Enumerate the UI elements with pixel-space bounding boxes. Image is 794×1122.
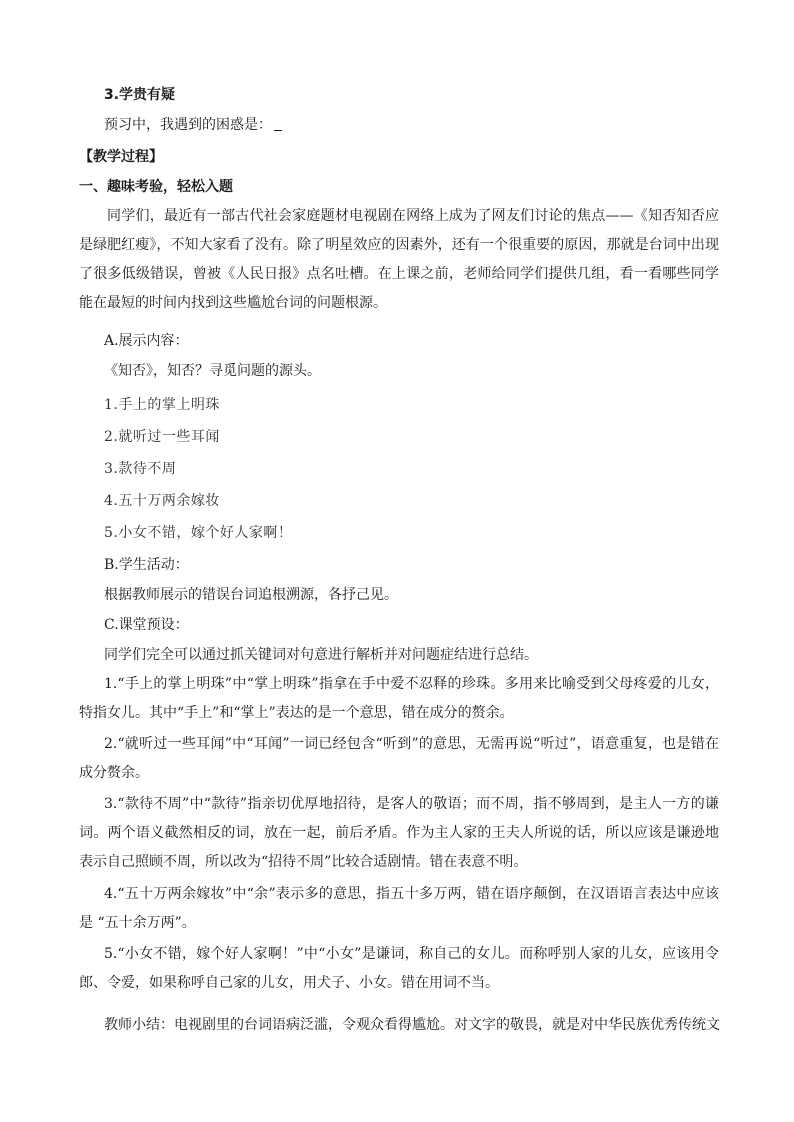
b-label: B.学生活动： xyxy=(104,557,189,573)
dialogue-item: 3.款待不周 xyxy=(104,461,177,477)
a-label: A.展示内容： xyxy=(104,333,189,349)
analysis-paragraph: 2.“就听过一些耳闻”中“耳闻”一词已经包含“听到”的意思，无需再说“听过”，语意重复，也是错在成分赘余。 xyxy=(79,736,719,781)
dialogue-item: 4.五十万两余嫁妆 xyxy=(104,493,220,509)
analysis-paragraph: 4.“五十万两余嫁妆”中“余”表示多的意思，指五十多万两，错在语序颠倒，在汉语语言表达中应该是 “五十余万两”。 xyxy=(79,886,719,931)
c-text: 同学们完全可以通过抓关键词对句意进行解析并对问题症结进行总结。 xyxy=(104,647,538,663)
b-text: 根据教师展示的错误台词追根溯源，各抒己见。 xyxy=(104,587,398,603)
dialogue-item: 5.小女不错，嫁个好人家啊！ xyxy=(104,525,293,541)
a-text: 《知否》，知否？寻觅问题的源头。 xyxy=(104,363,321,379)
part1-title: 一、趣味考验，轻松入题 xyxy=(79,179,233,195)
teaching-process-heading: 【教学过程】 xyxy=(79,149,163,165)
section-heading-3: 3.学贵有疑 xyxy=(104,87,176,103)
confusion-prompt-text: 预习中，我遇到的困惑是： xyxy=(104,117,272,133)
dialogue-item: 2.就听过一些耳闻 xyxy=(104,429,220,445)
answer-blank[interactable] xyxy=(274,116,282,131)
teacher-summary: 教师小结：电视剧里的台词语病泛滥，令观众看得尴尬。对文字的敬畏，就是对中华民族优秀传统文 xyxy=(104,1017,720,1033)
intro-paragraph: 同学们，最近有一部古代社会家庭题材电视剧在网络上成为了网友们讨论的焦点——《知否知否应是绿肥红瘦》，不知大家看了没有。除了明星效应的因素外，还有一个很重要的原因，那就是台词中出现了很多低级错误，曾被《人民日报》点名吐槽。在上课之前，老师给同学们提供几组，看一看哪些同学能在最短的时间内找到这些尴尬台词的问题根源。 xyxy=(79,208,719,311)
analysis-paragraph: 3.“款待不周”中“款待”指亲切优厚地招待，是客人的敬语；而不周，指不够周到，是主人一方的谦词。两个语义截然相反的词，放在一起，前后矛盾。作为主人家的王夫人所说的话，所以应该是谦逊地表示自己照顾不周，所以改为“招待不周”比较合适剧情。错在表意不明。 xyxy=(79,796,719,870)
analysis-paragraph: 1.“手上的掌上明珠”中“掌上明珠”指拿在手中爱不忍释的珍珠。多用来比喻受到父母疼爱的儿女，特指女儿。其中“手上”和“掌上”表达的是一个意思，错在成分的赘余。 xyxy=(79,676,719,721)
analysis-paragraph: 5.“小女不错，嫁个好人家啊！”中“小女”是谦词，称自己的女儿。而称呼别人家的儿女，应该用令郎、令爱，如果称呼自己家的儿女，用犬子、小女。错在用词不当。 xyxy=(79,946,719,991)
c-label: C.课堂预设： xyxy=(104,617,189,633)
confusion-prompt xyxy=(104,116,282,134)
dialogue-item: 1.手上的掌上明珠 xyxy=(104,397,220,413)
